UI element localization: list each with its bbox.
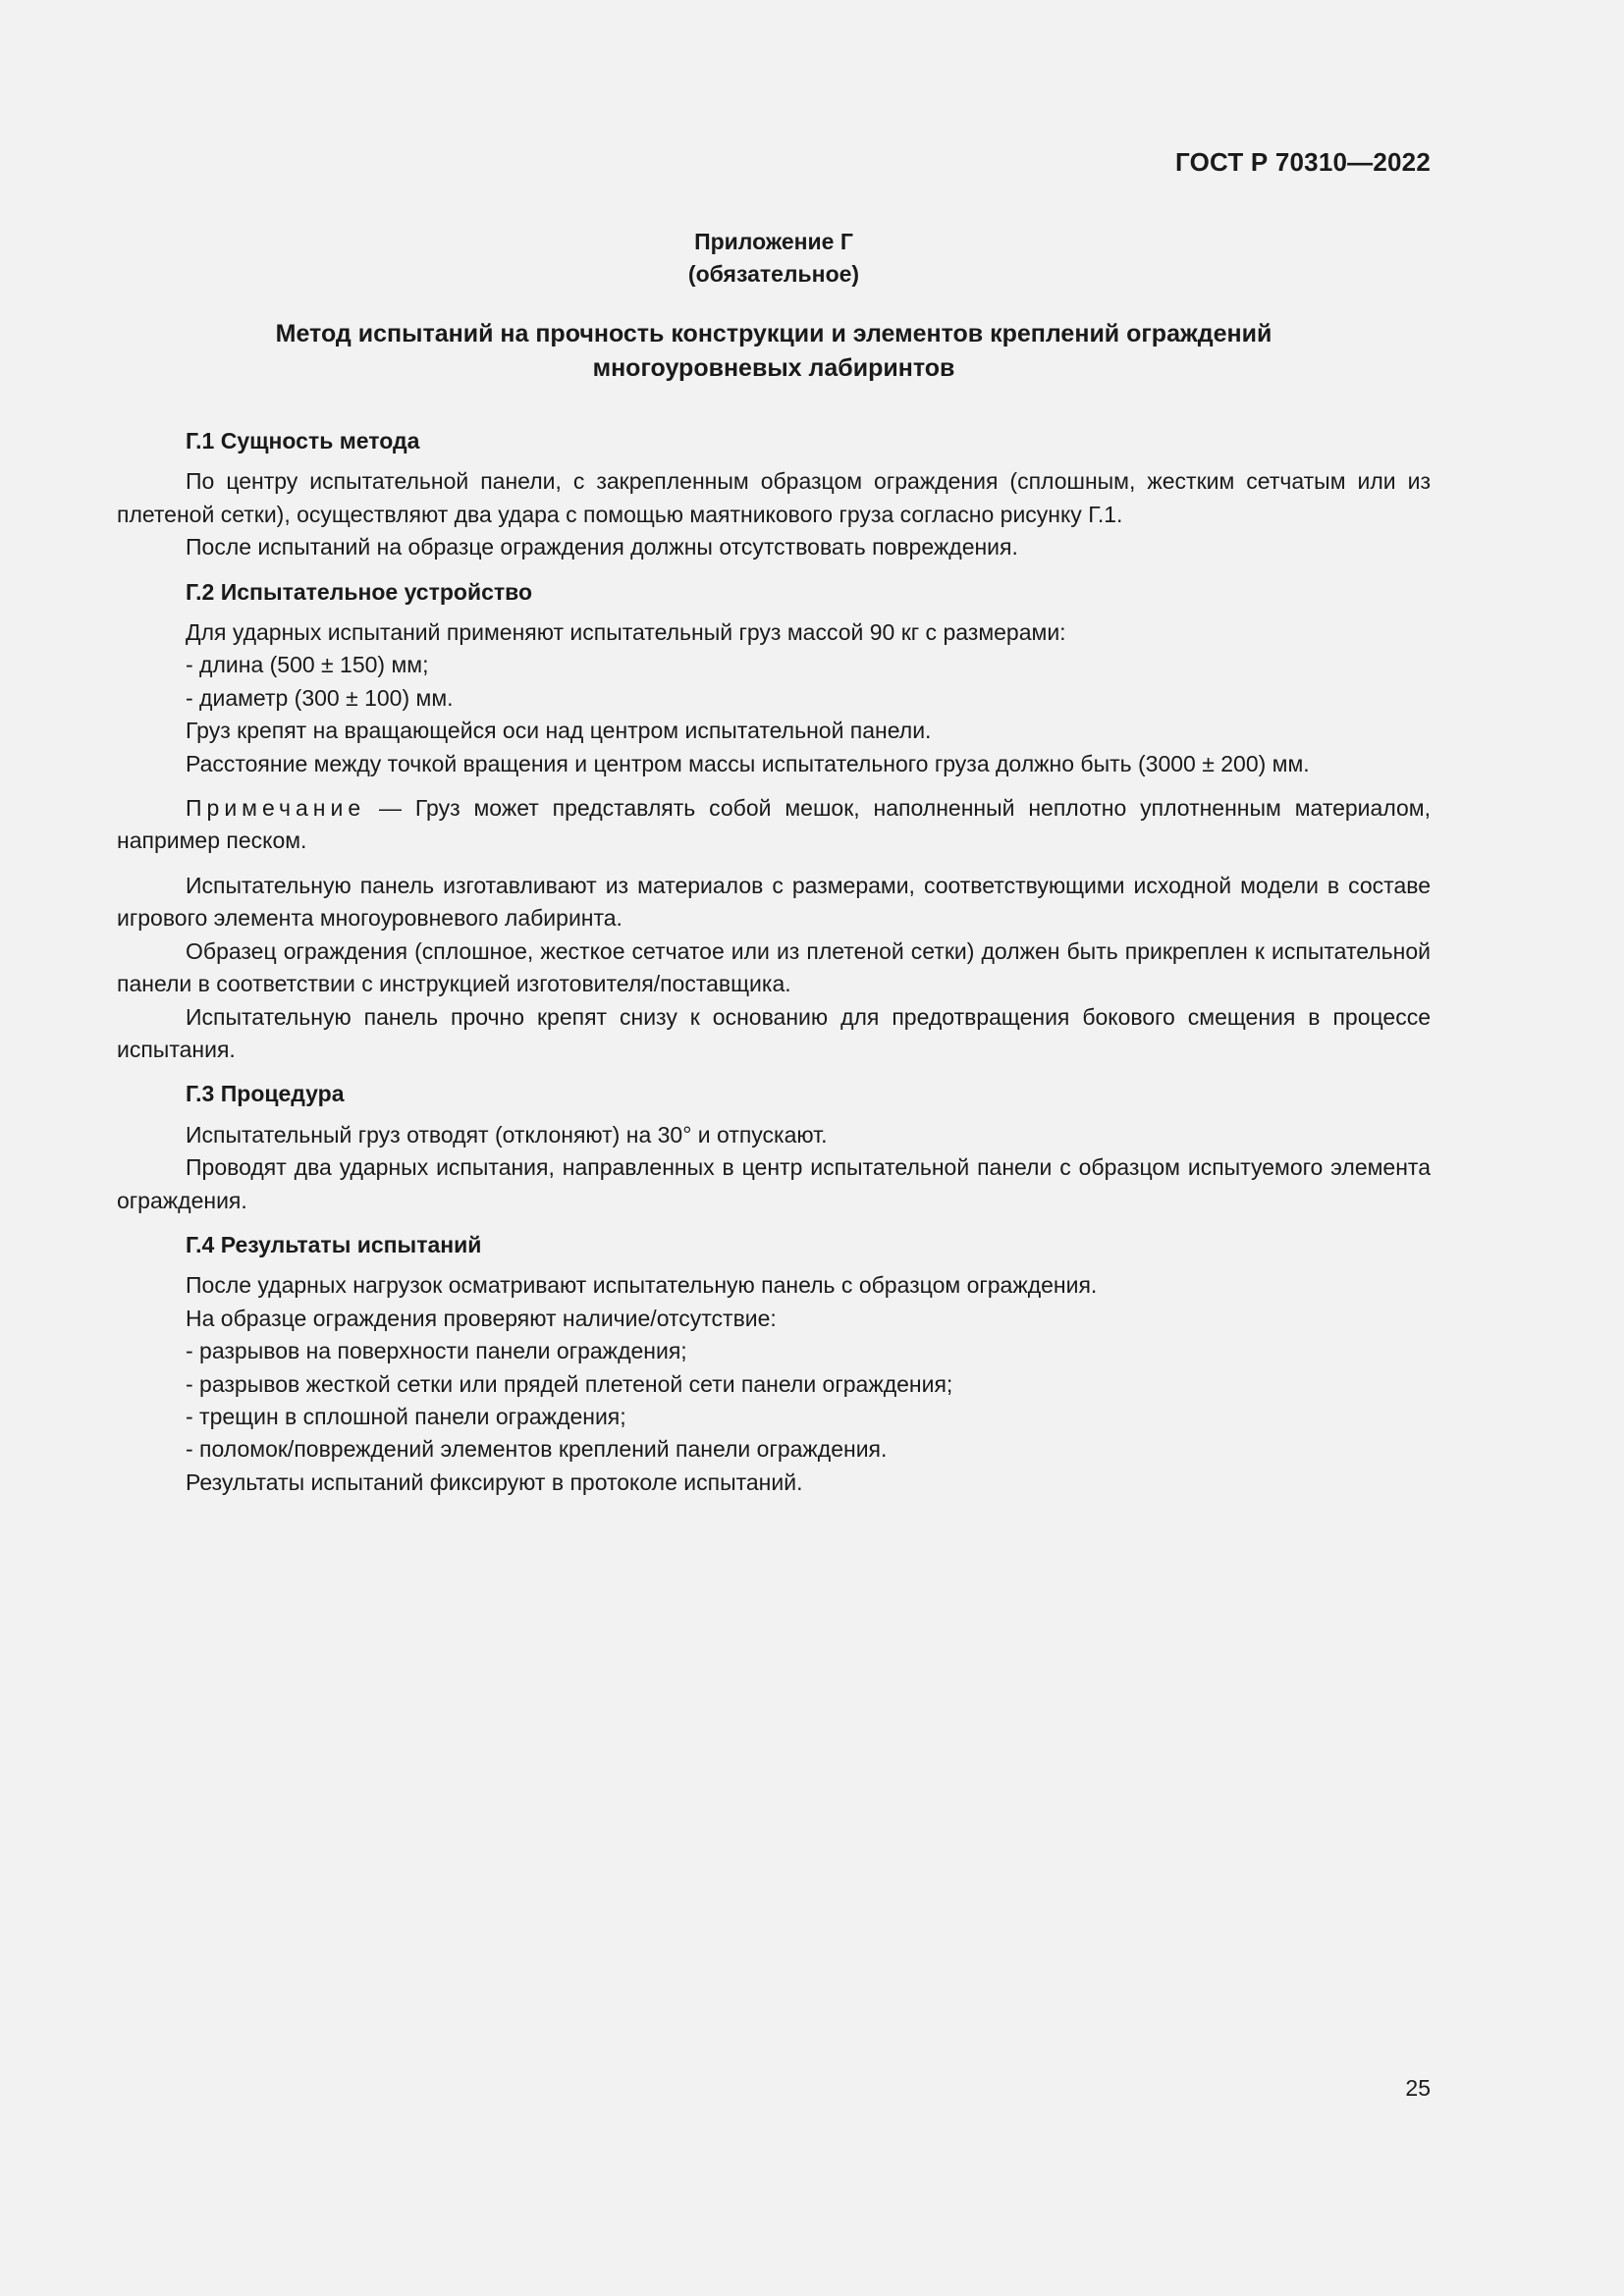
method-title bbox=[117, 317, 1431, 386]
page-number: 25 bbox=[1405, 2075, 1431, 2101]
paragraph: Груз крепят на вращающейся оси над центром испытательной панели. bbox=[186, 718, 932, 744]
paragraph: Образец ограждения (сплошное, жесткое сетчатое или из плетеной сетки) должен быть прикреплен к испытательной панели в соответствии с инструкцией изготовителя/поставщика. bbox=[117, 937, 1431, 997]
paragraph: По центру испытательной панели, с закрепленным образцом ограждения (сплошным, жестким сетчатым или из плетеной сетки), осуществляют два удара с помощью маятникового груза согласно рисунку Г.1. bbox=[117, 468, 1431, 527]
list-item: - поломок/повреждений элементов креплений панели ограждения. bbox=[186, 1436, 888, 1463]
list-item: - длина (500 ± 150) мм; bbox=[186, 652, 429, 678]
paragraph: Испытательный груз отводят (отклоняют) на 30° и отпускают. bbox=[186, 1121, 828, 1148]
section-heading-g2: Г.2 Испытательное устройство bbox=[186, 578, 533, 605]
method-title-line-1: Метод испытаний на прочность конструкции и элементов креплений ограждений bbox=[275, 320, 1272, 347]
document-page bbox=[117, 0, 1431, 2296]
paragraph: Для ударных испытаний применяют испытательный груз массой 90 кг с размерами: bbox=[186, 619, 1066, 646]
paragraph: После испытаний на образце ограждения должны отсутствовать повреждения. bbox=[186, 534, 1018, 561]
section-heading-g1: Г.1 Сущность метода bbox=[186, 428, 420, 454]
paragraph: Расстояние между точкой вращения и центром массы испытательного груза должно быть (3000 ± 200) мм. bbox=[186, 750, 1310, 776]
method-title-line-2: многоуровневых лабиринтов bbox=[592, 354, 955, 382]
note bbox=[117, 792, 1431, 858]
paragraph: На образце ограждения проверяют наличие/отсутствие: bbox=[186, 1305, 777, 1331]
paragraph: Испытательную панель изготавливают из материалов с размерами, соответствующими исходной модели в составе игрового элемента многоуровневого лабиринта. bbox=[117, 872, 1431, 932]
paragraph: Результаты испытаний фиксируют в протоколе испытаний. bbox=[186, 1468, 803, 1495]
document-code: ГОСТ Р 70310—2022 bbox=[1175, 147, 1431, 177]
list-item: - диаметр (300 ± 100) мм. bbox=[186, 684, 454, 711]
list-item: - разрывов на поверхности панели ограждения; bbox=[186, 1338, 687, 1364]
list-item: - разрывов жесткой сетки или прядей плетеной сети панели ограждения; bbox=[186, 1370, 953, 1397]
note-label: Примечание bbox=[186, 795, 366, 822]
section-heading-g4: Г.4 Результаты испытаний bbox=[186, 1231, 482, 1257]
paragraph: После ударных нагрузок осматривают испытательную панель с образцом ограждения. bbox=[186, 1272, 1098, 1299]
list-item: - трещин в сплошной панели ограждения; bbox=[186, 1403, 626, 1429]
note-text: — Груз может представлять собой мешок, наполненный неплотно уплотненным материалом, например песком. bbox=[117, 795, 1431, 854]
annex-status: (обязательное) bbox=[687, 261, 860, 287]
document-body bbox=[117, 425, 1431, 1499]
paragraph: Испытательную панель прочно крепят снизу к основанию для предотвращения бокового смещения в процессе испытания. bbox=[117, 1003, 1431, 1062]
paragraph: Проводят два ударных испытания, направленных в центр испытательной панели с образцом испытуемого элемента ограждения. bbox=[117, 1154, 1431, 1213]
section-heading-g3: Г.3 Процедура bbox=[186, 1081, 345, 1107]
annex-heading bbox=[117, 226, 1431, 291]
annex-title: Приложение Г bbox=[694, 229, 853, 254]
